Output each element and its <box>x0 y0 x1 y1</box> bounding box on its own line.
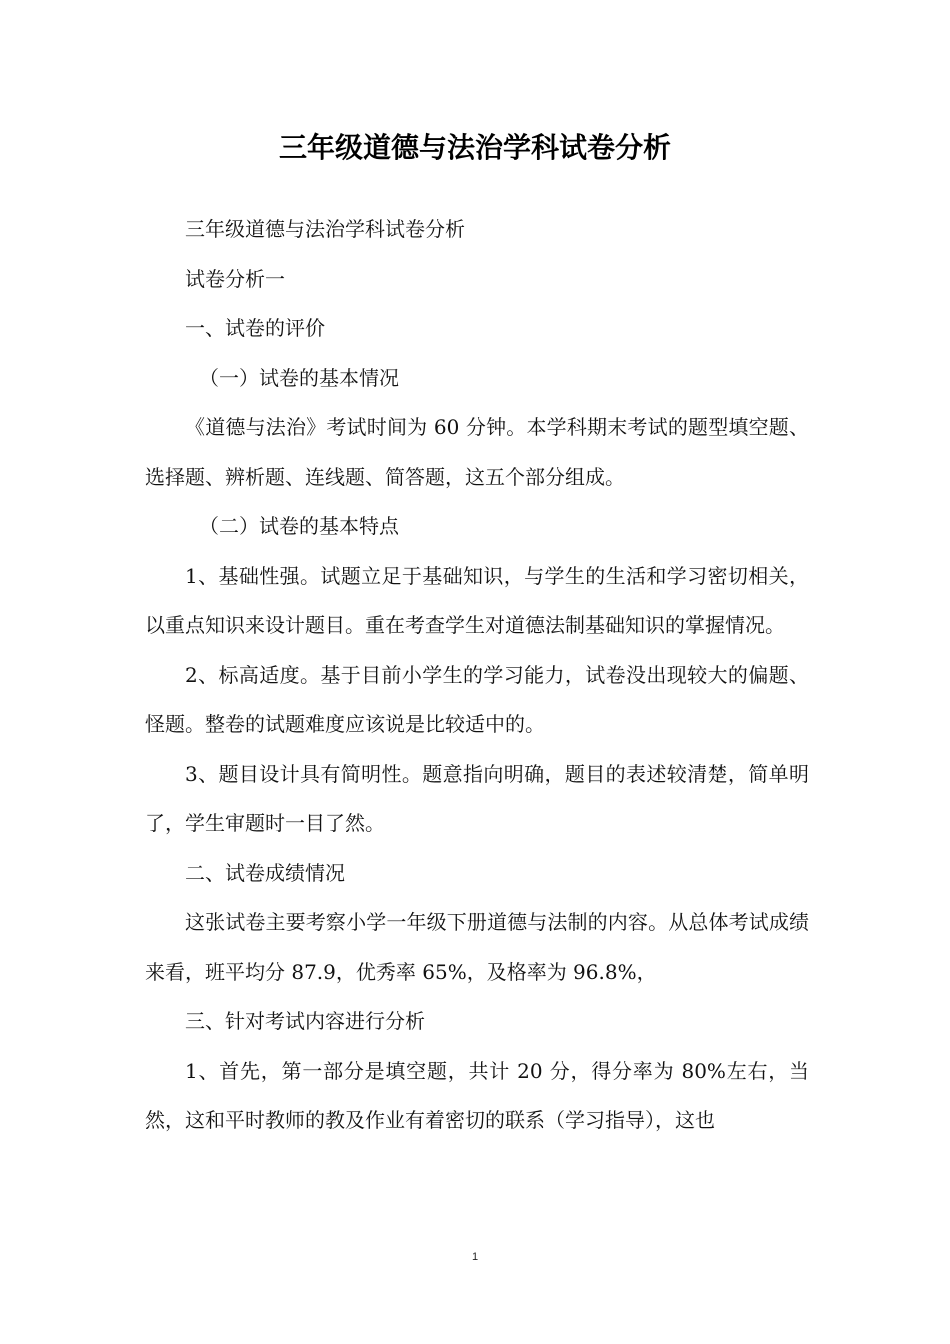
heading-evaluation: 一、试卷的评价 <box>185 316 325 340</box>
heading-scores: 二、试卷成绩情况 <box>185 860 345 885</box>
page-number: 1 <box>471 1251 479 1263</box>
paragraph-intro-title: 三年级道德与法治学科试卷分析 <box>185 217 465 241</box>
heading-content-analysis: 三、针对考试内容进行分析 <box>185 1009 425 1033</box>
paragraph-section-label: 试卷分析一 <box>185 266 285 291</box>
paragraph-analysis-1: 1、首先，第一部分是填空题，共计 20 分，得分率为 80%左右，当然，这和平时教师的教及作业有着密切的联系（学习指导），这也 <box>145 1058 809 1132</box>
subheading-basic-features: （二）试卷的基本特点 <box>199 514 399 538</box>
paragraph-feature-3: 3、题目设计具有简明性。题意指向明确，题目的表述较清楚，简单明了，学生审题时一目了然。 <box>145 761 809 835</box>
paragraph-feature-1: 1、基础性强。试题立足于基础知识，与学生的生活和学习密切相关，以重点知识来设计题目。重在考查学生对道德法制基础知识的掌握情况。 <box>145 563 809 637</box>
paragraph-feature-2: 2、标高适度。基于目前小学生的学习能力，试卷没出现较大的偏题、怪题。整卷的试题难度应该说是比较适中的。 <box>145 662 809 736</box>
paragraph-exam-format: 《道德与法治》考试时间为 60 分钟。本学科期末考试的题型填空题、选择题、辨析题、连线题、简答题，这五个部分组成。 <box>145 415 809 489</box>
subheading-basic-situation: （一）试卷的基本情况 <box>199 365 399 390</box>
document-title: 三年级道德与法治学科试卷分析 <box>278 131 671 164</box>
paragraph-scores: 这张试卷主要考察小学一年级下册道德与法制的内容。从总体考试成绩来看，班平均分 87.9，优秀率 65%，及格率为 96.8%， <box>145 910 809 984</box>
document-body <box>145 205 809 1146</box>
